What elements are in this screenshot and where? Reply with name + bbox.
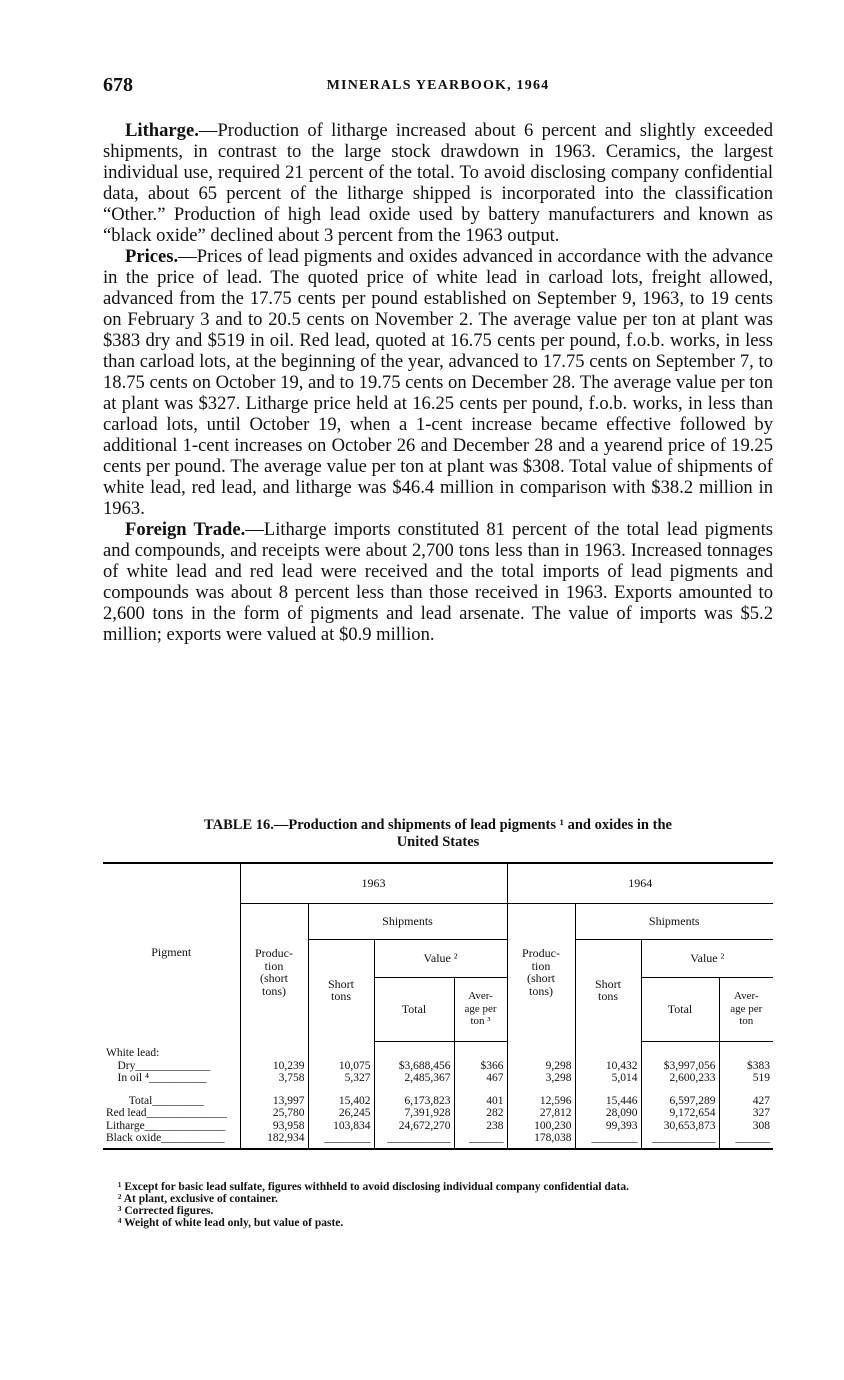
cell: 15,402 bbox=[308, 1095, 374, 1108]
header-total-1964: Total bbox=[641, 977, 719, 1041]
footnote-3: ³ Corrected figures. bbox=[118, 1205, 214, 1217]
table-title-line-1: TABLE 16.—Production and shipments of lead pigments ¹ and oxides in the bbox=[204, 817, 672, 833]
row-label: Total_________ bbox=[106, 1094, 205, 1107]
cell: 10,432 bbox=[575, 1060, 641, 1073]
row-label: Red lead______________ bbox=[106, 1107, 228, 1119]
cell: 3,298 bbox=[507, 1072, 575, 1085]
cell: 99,393 bbox=[575, 1120, 641, 1133]
header-short-tons-1964: Short tons bbox=[575, 939, 641, 1041]
header-average-1963: Aver- age per ton ³ bbox=[454, 977, 507, 1041]
cell: 24,672,270 bbox=[374, 1120, 454, 1133]
running-head: MINERALS YEARBOOK, 1964 bbox=[326, 78, 550, 93]
table-row bbox=[103, 1107, 773, 1120]
cell: 427 bbox=[719, 1095, 773, 1108]
cell: 15,446 bbox=[575, 1095, 641, 1108]
cell: 5,014 bbox=[575, 1072, 641, 1085]
footnote-1: ¹ Except for basic lead sulfate, figures withheld to avoid disclosing individual company confidential data. bbox=[118, 1181, 629, 1193]
row-label: Litharge______________ bbox=[106, 1119, 226, 1132]
header-production-1964: Produc- tion (short tons) bbox=[507, 903, 575, 1041]
table-title bbox=[103, 817, 773, 851]
table-row bbox=[103, 1095, 773, 1108]
row-label: White lead: bbox=[106, 1047, 160, 1059]
cell: 28,090 bbox=[575, 1107, 641, 1120]
cell: ______ bbox=[454, 1132, 507, 1149]
cell: 7,391,928 bbox=[374, 1107, 454, 1120]
cell: 238 bbox=[454, 1120, 507, 1133]
footnote-2: ² At plant, exclusive of container. bbox=[118, 1193, 278, 1205]
table-row bbox=[103, 1072, 773, 1085]
row-label: Black oxide___________ bbox=[103, 1132, 240, 1149]
cell: 182,934 bbox=[240, 1132, 308, 1149]
header-year-1963: 1963 bbox=[240, 863, 507, 903]
cell: ___________ bbox=[641, 1132, 719, 1149]
paragraph-heading: Prices. bbox=[125, 246, 179, 267]
cell: 308 bbox=[719, 1120, 773, 1133]
cell: $366 bbox=[454, 1060, 507, 1073]
paragraph-prices bbox=[103, 246, 773, 519]
header-value-1964: Value ² bbox=[641, 939, 773, 977]
header-pigment: Pigment bbox=[103, 863, 240, 1041]
table-row bbox=[103, 1041, 773, 1060]
cell: 100,230 bbox=[507, 1120, 575, 1133]
cell: 519 bbox=[719, 1072, 773, 1085]
paragraph-heading: Litharge. bbox=[125, 120, 199, 141]
cell: 6,173,823 bbox=[374, 1095, 454, 1108]
row-label: In oil ⁴__________ bbox=[106, 1072, 207, 1084]
header-value-1963: Value ² bbox=[374, 939, 507, 977]
header-production-1963: Produc- tion (short tons) bbox=[240, 903, 308, 1041]
header-shipments-1964: Shipments bbox=[575, 903, 773, 939]
body-text bbox=[103, 120, 773, 645]
row-label: Dry_____________ bbox=[106, 1059, 211, 1072]
cell: 2,600,233 bbox=[641, 1072, 719, 1085]
cell: 26,245 bbox=[308, 1107, 374, 1120]
cell: $3,688,456 bbox=[374, 1060, 454, 1073]
header-average-1964: Aver- age per ton bbox=[719, 977, 773, 1041]
table-title-line-2: United States bbox=[396, 834, 480, 850]
header-short-tons-1963: Short tons bbox=[308, 939, 374, 1041]
table-spacer-row bbox=[103, 1085, 773, 1095]
cell: 401 bbox=[454, 1095, 507, 1108]
cell: 178,038 bbox=[507, 1132, 575, 1149]
cell: ________ bbox=[308, 1132, 374, 1149]
cell: 467 bbox=[454, 1072, 507, 1085]
cell: 30,653,873 bbox=[641, 1120, 719, 1133]
header-year-1964: 1964 bbox=[507, 863, 773, 903]
table-row bbox=[103, 1120, 773, 1133]
table-row bbox=[103, 1060, 773, 1073]
production-table bbox=[103, 862, 773, 1150]
cell: 9,298 bbox=[507, 1060, 575, 1073]
header-total-1963: Total bbox=[374, 977, 454, 1041]
cell: 93,958 bbox=[240, 1120, 308, 1133]
table-row bbox=[103, 1132, 773, 1149]
cell: 9,172,654 bbox=[641, 1107, 719, 1120]
cell: 25,780 bbox=[240, 1107, 308, 1120]
cell: ___________ bbox=[374, 1132, 454, 1149]
page-header bbox=[103, 74, 773, 104]
header-shipments-1963: Shipments bbox=[308, 903, 507, 939]
cell: 2,485,367 bbox=[374, 1072, 454, 1085]
page-number: 678 bbox=[103, 74, 133, 96]
paragraph-litharge bbox=[103, 120, 773, 246]
cell: 3,758 bbox=[240, 1072, 308, 1085]
cell: ______ bbox=[719, 1132, 773, 1149]
footnote-4: ⁴ Weight of white lead only, but value of paste. bbox=[118, 1217, 344, 1229]
cell: 6,597,289 bbox=[641, 1095, 719, 1108]
cell: $3,997,056 bbox=[641, 1060, 719, 1073]
cell: 12,596 bbox=[507, 1095, 575, 1108]
cell: 282 bbox=[454, 1107, 507, 1120]
footnotes bbox=[118, 1181, 778, 1229]
cell: 10,075 bbox=[308, 1060, 374, 1073]
cell: 5,327 bbox=[308, 1072, 374, 1085]
paragraph-body: —Prices of lead pigments and oxides advanced in accordance with the advance in the price of lead. The quoted price of white lead in carload lots, freight allowed, advanced from the 17.75 cents per pound established on September 9, 1963, to 19 cents on February 3 and to 20.5 cents on November 2. The average value per ton at plant was $383 dry and $519 in oil. Red lead, quoted at 16.75 cents per pound, f.o.b. works, in less than carload lots, at the beginning of the year, advanced to 17.75 cents on September 7, to 18.75 cents on October 19, and to 19.75 cents on December 28. The average value per ton at plant was $327. Litharge price held at 16.25 cents per pound, f.o.b. works, in less than carload lots, until October 19, when a 1-cent increase became effective followed by additional 1-cent increases on October 26 and December 28 and a yearend price of 19.25 cents per pound. The average value per ton at plant was $308. Total value of shipments of white lead, red lead, and litharge was $46.4 million in comparison with $38.2 million in 1963. bbox=[103, 246, 773, 519]
cell: 27,812 bbox=[507, 1107, 575, 1120]
cell: 10,239 bbox=[240, 1060, 308, 1073]
paragraph-foreign-trade bbox=[103, 519, 773, 645]
paragraph-body: —Litharge imports constituted 81 percent of the total lead pigments and compounds, and receipts were about 2,700 tons less than in 1963. Increased tonnages of white lead and red lead were received and the total imports of lead pigments and compounds was about 8 percent less than those received in 1963. Exports amounted to 2,600 tons in the form of pigments and lead arsenate. The value of imports was $5.2 million; exports were valued at $0.9 million. bbox=[103, 519, 773, 645]
cell: 103,834 bbox=[308, 1120, 374, 1133]
cell: 13,997 bbox=[240, 1095, 308, 1108]
paragraph-body: —Production of litharge increased about 6 percent and slightly exceeded shipments, in contrast to the large stock drawdown in 1963. Ceramics, the largest individual use, required 21 percent of the total. To avoid disclosing company confidential data, about 65 percent of the litharge shipped is incorporated into the classification “Other.” Production of high lead oxide used by battery manufacturers and known as “black oxide” declined about 3 percent from the 1963 output. bbox=[103, 120, 773, 246]
cell: $383 bbox=[719, 1060, 773, 1073]
cell: ________ bbox=[575, 1132, 641, 1149]
paragraph-heading: Foreign Trade. bbox=[125, 519, 246, 540]
cell: 327 bbox=[719, 1107, 773, 1120]
